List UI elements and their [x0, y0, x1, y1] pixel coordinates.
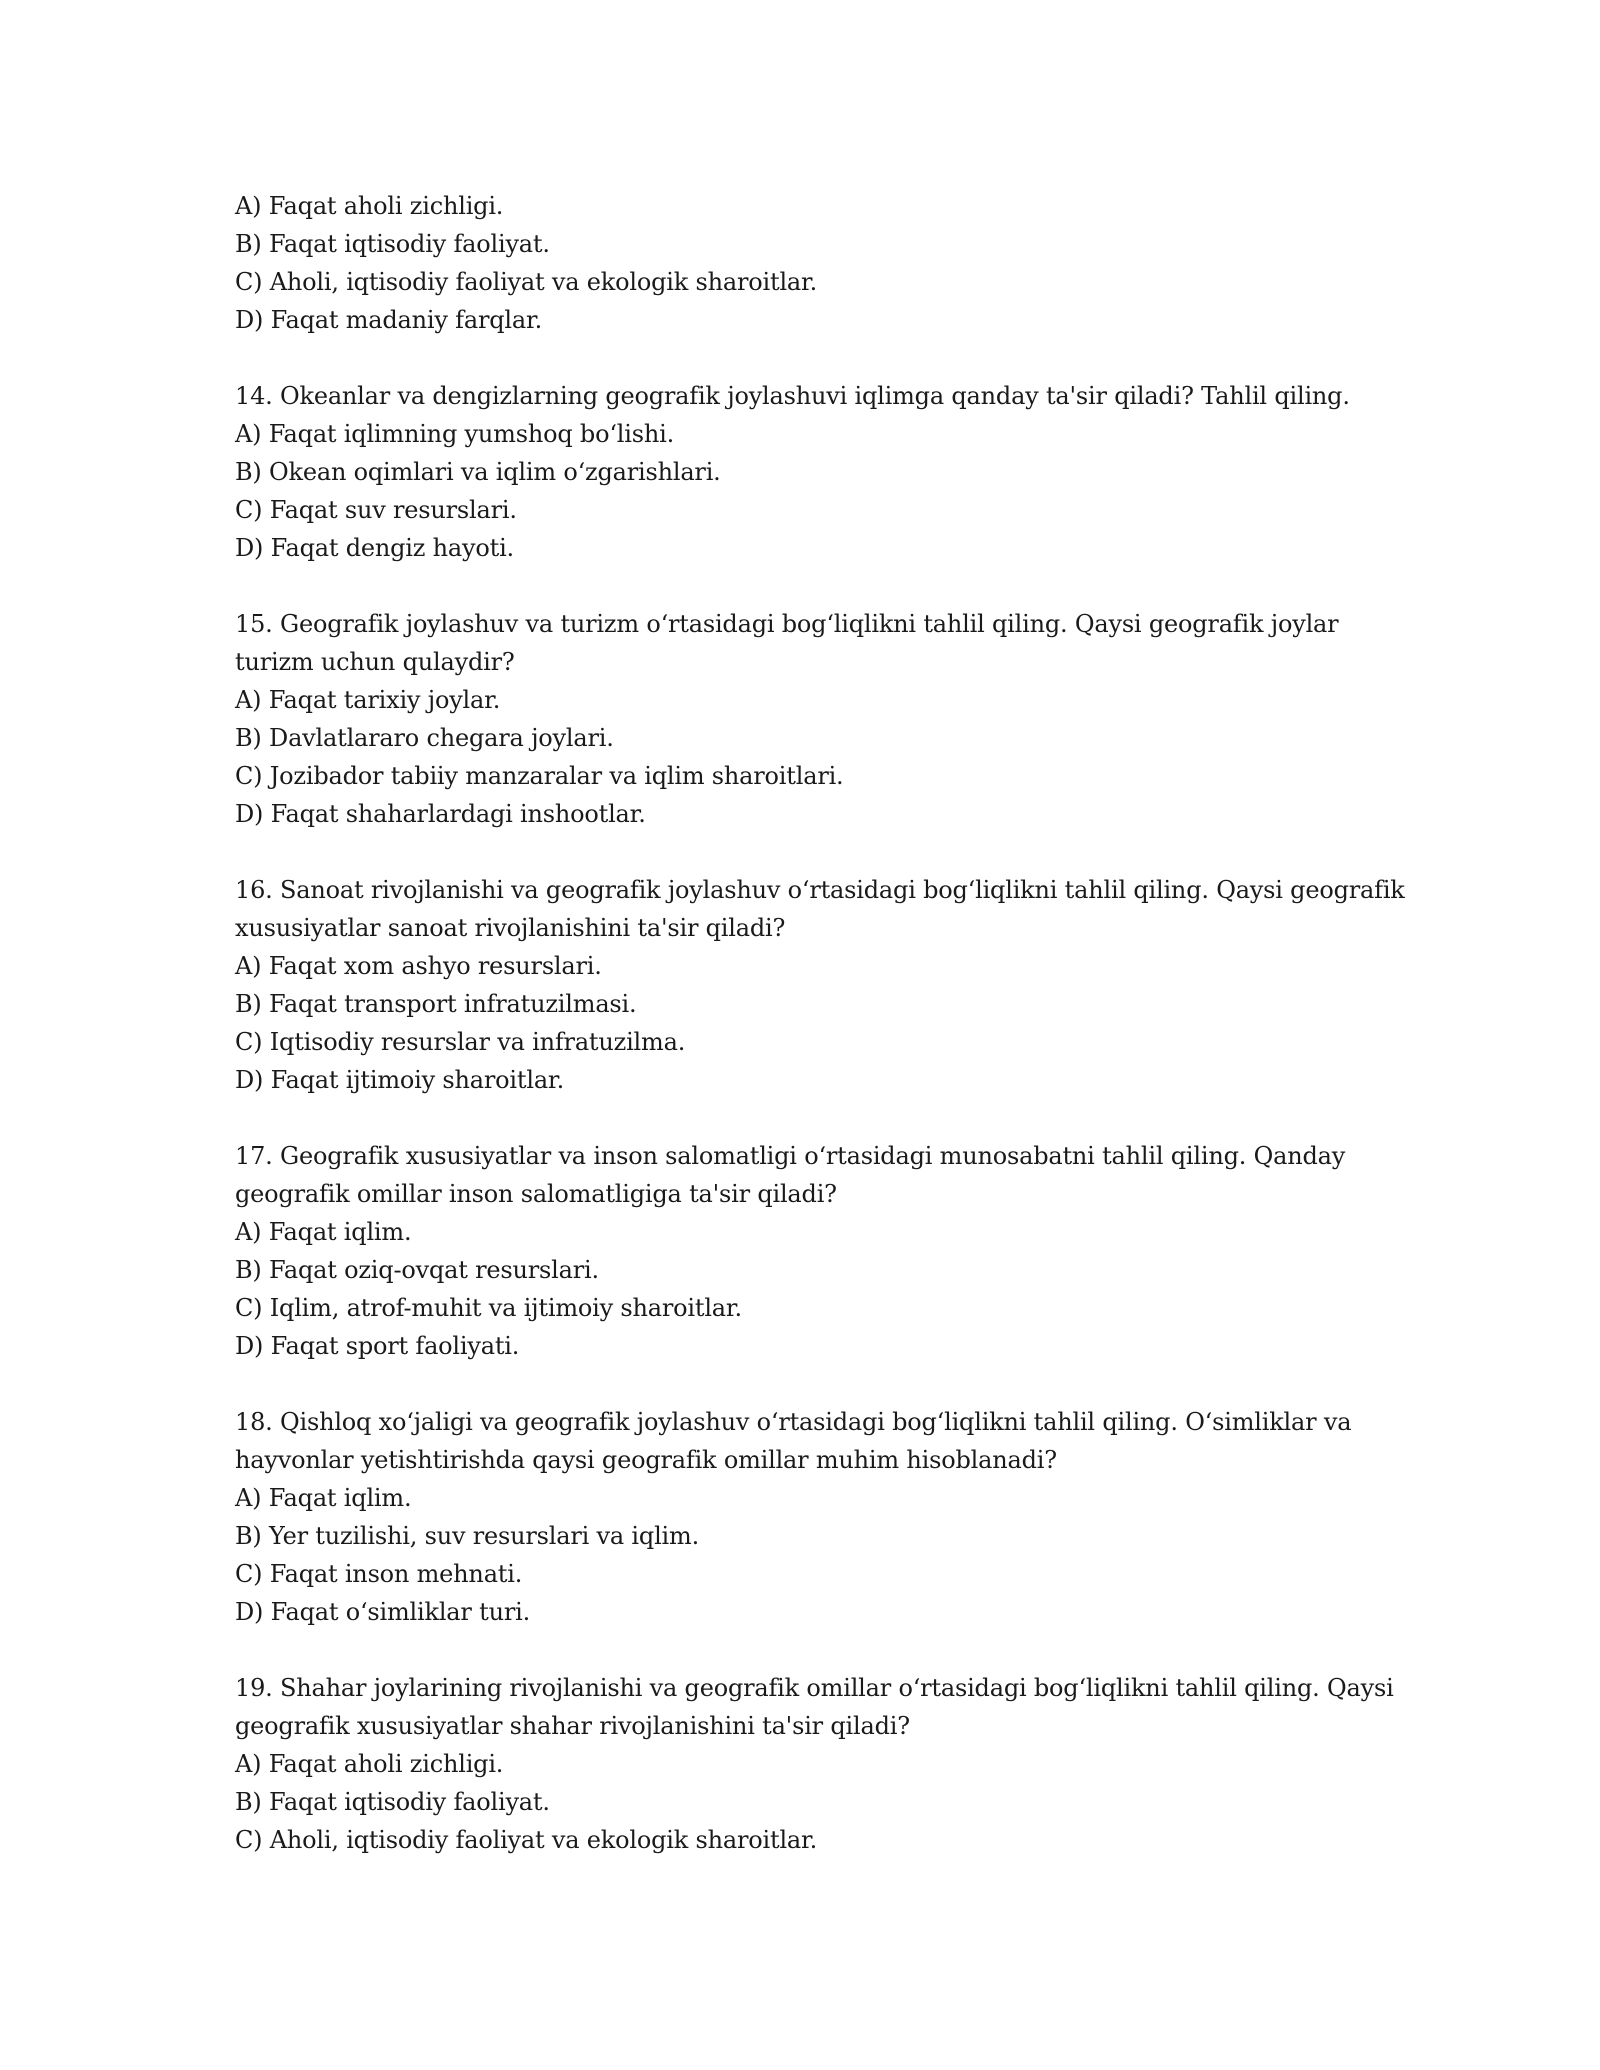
option-b: B) Davlatlararo chegara joylari. — [235, 724, 614, 752]
option-c: C) Faqat suv resurslari. — [235, 496, 517, 524]
question-text-continued: hayvonlar yetishtirishda qaysi geografik omillar muhim hisoblanadi? — [235, 1446, 1057, 1474]
question-text: 17. Geografik xususiyatlar va inson salomatligi o‘rtasidagi munosabatni tahlil qiling. Qanday — [235, 1142, 1346, 1170]
question-14 — [235, 377, 1395, 567]
option-b: B) Faqat transport infratuzilmasi. — [235, 990, 637, 1018]
option-c: C) Aholi, iqtisodiy faoliyat va ekologik sharoitlar. — [235, 1826, 818, 1854]
option-a: A) Faqat tarixiy joylar. — [235, 686, 501, 714]
question-text-continued: geografik xususiyatlar shahar rivojlanishini ta'sir qiladi? — [235, 1712, 910, 1740]
question-17 — [235, 1137, 1395, 1365]
option-a: A) Faqat iqlimning yumshoq bo‘lishi. — [235, 420, 674, 448]
question-16 — [235, 871, 1405, 1099]
option-d: D) Faqat dengiz hayoti. — [235, 534, 514, 562]
question-15 — [235, 605, 1395, 833]
option-b: B) Faqat iqtisodiy faoliyat. — [235, 1788, 550, 1816]
question-text: 18. Qishloq xo‘jaligi va geografik joylashuv o‘rtasidagi bog‘liqlikni tahlil qiling. O‘simliklar va — [235, 1408, 1352, 1436]
option-b: B) Yer tuzilishi, suv resurslari va iqlim. — [235, 1522, 700, 1550]
option-a: A) Faqat iqlim. — [235, 1484, 412, 1512]
option-c: C) Jozibador tabiiy manzaralar va iqlim sharoitlari. — [235, 762, 844, 790]
question-text: 15. Geografik joylashuv va turizm o‘rtasidagi bog‘liqlikni tahlil qiling. Qaysi geografik joylar — [235, 610, 1339, 638]
option-d: D) Faqat sport faoliyati. — [235, 1332, 520, 1360]
question-19 — [235, 1669, 1395, 1859]
option-d: D) Faqat o‘simliklar turi. — [235, 1598, 530, 1626]
option-c: C) Faqat inson mehnati. — [235, 1560, 523, 1588]
document-page — [235, 187, 1405, 1859]
question-text: 19. Shahar joylarining rivojlanishi va geografik omillar o‘rtasidagi bog‘liqlikni tahlil qiling. Qaysi — [235, 1674, 1394, 1702]
option-b: B) Faqat iqtisodiy faoliyat. — [235, 230, 550, 258]
option-c: C) Aholi, iqtisodiy faoliyat va ekologik sharoitlar. — [235, 268, 818, 296]
option-b: B) Okean oqimlari va iqlim o‘zgarishlari. — [235, 458, 721, 486]
question-text: 14. Okeanlar va dengizlarning geografik joylashuvi iqlimga qanday ta'sir qiladi? Tahlil qiling. — [235, 382, 1350, 410]
option-d: D) Faqat madaniy farqlar. — [235, 306, 543, 334]
option-b: B) Faqat oziq-ovqat resurslari. — [235, 1256, 599, 1284]
question-text-continued: geografik omillar inson salomatligiga ta'sir qiladi? — [235, 1180, 837, 1208]
option-a: A) Faqat aholi zichligi. — [235, 1750, 504, 1778]
option-c: C) Iqlim, atrof-muhit va ijtimoiy sharoitlar. — [235, 1294, 742, 1322]
option-a: A) Faqat aholi zichligi. — [235, 192, 504, 220]
option-a: A) Faqat xom ashyo resurslari. — [235, 952, 602, 980]
question-text-continued: xususiyatlar sanoat rivojlanishini ta'sir qiladi? — [235, 914, 786, 942]
option-d: D) Faqat ijtimoiy sharoitlar. — [235, 1066, 564, 1094]
question-18 — [235, 1403, 1395, 1631]
question-text: 16. Sanoat rivojlanishi va geografik joylashuv o‘rtasidagi bog‘liqlikni tahlil qiling. Qaysi geografik — [235, 876, 1405, 904]
question-text-continued: turizm uchun qulaydir? — [235, 648, 515, 676]
option-d: D) Faqat shaharlardagi inshootlar. — [235, 800, 646, 828]
option-c: C) Iqtisodiy resurslar va infratuzilma. — [235, 1028, 686, 1056]
question-13-continued — [235, 187, 1395, 339]
option-a: A) Faqat iqlim. — [235, 1218, 412, 1246]
